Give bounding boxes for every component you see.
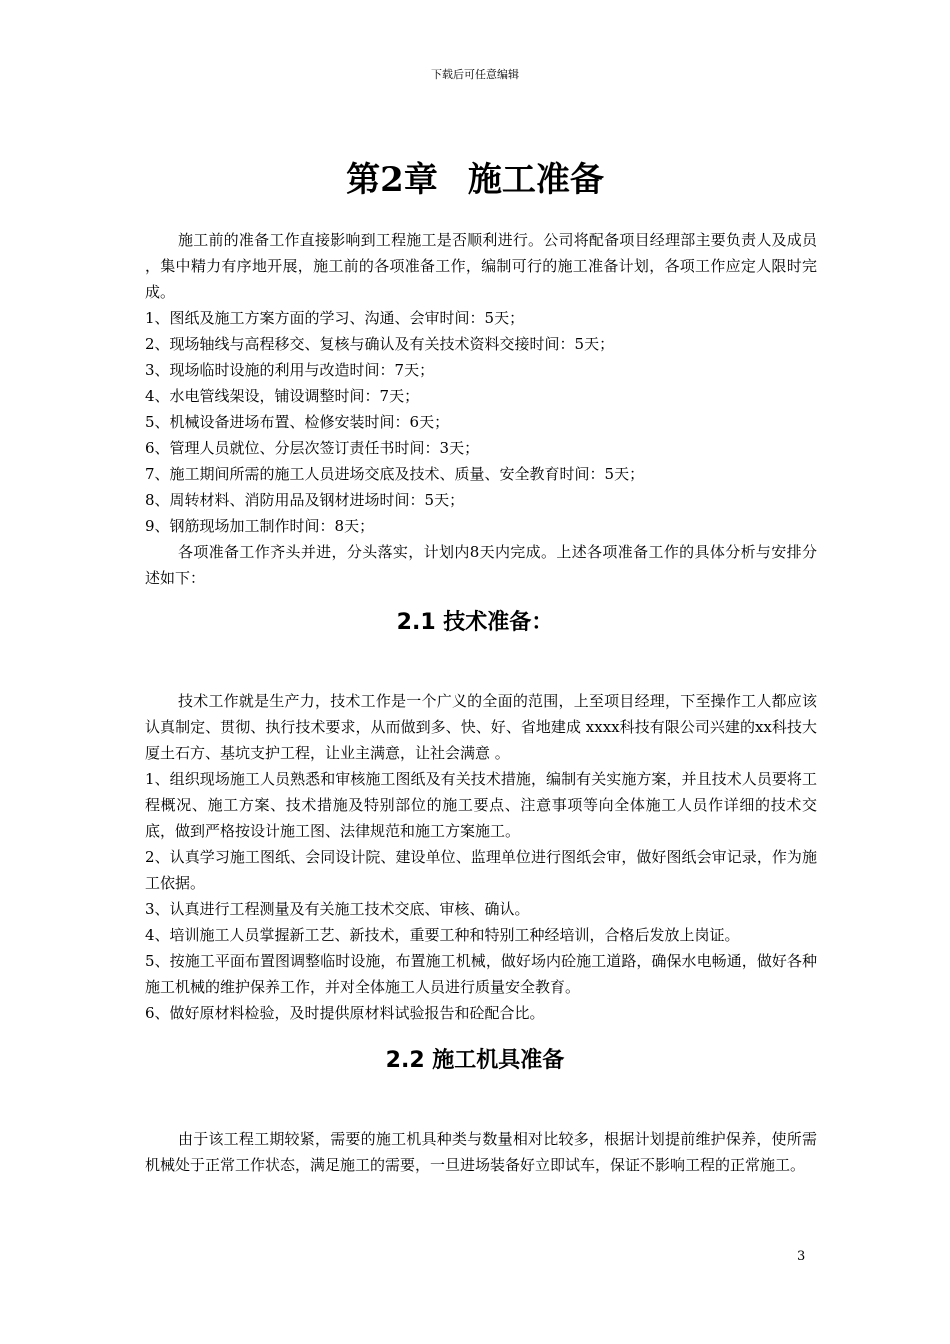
section1-item-2: 2、认真学习施工图纸、会同设计院、建设单位、监理单位进行图纸会审，做好图纸会审记录，作为施工依据。: [145, 848, 817, 892]
schedule-item-8: 8、周转材料、消防用品及钢材进场时间：5天；: [145, 491, 465, 509]
section1-intro: 技术工作就是生产力，技术工作是一个广义的全面的范围，上至项目经理，下至操作工人都应该认真制定、贯彻、执行技术要求，从而做到多、快、好、省地建成 xxxx科技有限公司兴建的xx科技大厦土石方、基坑支护工程，让业主满意，让社会满意 。: [145, 692, 817, 762]
schedule-item-5: 5、机械设备进场布置、检修安装时间：6天；: [145, 413, 450, 431]
chapter-name: 施工准备: [467, 160, 604, 200]
schedule-item-7: 7、施工期间所需的施工人员进场交底及技术、质量、安全教育时间：5天；: [145, 465, 645, 483]
chapter-title: [0, 152, 950, 201]
schedule-item-1: 1、图纸及施工方案方面的学习、沟通、会审时间：5天；: [145, 309, 525, 327]
schedule-item-2: 2、现场轴线与高程移交、复核与确认及有关技术资料交接时间：5天；: [145, 335, 615, 353]
section1-item-6: 6、做好原材料检验，及时提供原材料试验报告和砼配合比。: [145, 1004, 545, 1022]
chapter-number: 第2章: [346, 160, 438, 200]
summary-paragraph: 各项准备工作齐头并进，分头落实，计划内8天内完成。上述各项准备工作的具体分析与安排分述如下：: [145, 543, 817, 587]
schedule-item-3: 3、现场临时设施的利用与改造时间：7天；: [145, 361, 435, 379]
intro-paragraph: 施工前的准备工作直接影响到工程施工是否顺利进行。公司将配备项目经理部主要负责人及成员 ，集中精力有序地开展，施工前的各项准备工作，编制可行的施工准备计划，各项工作应定人限时完成。: [145, 231, 817, 301]
schedule-item-4: 4、水电管线架设，铺设调整时间：7天；: [145, 387, 420, 405]
section-heading-2-2: 2.2 施工机具准备: [385, 1048, 565, 1073]
section1-item-3: 3、认真进行工程测量及有关施工技术交底、审核、确认。: [145, 900, 530, 918]
page-header: 下载后可任意编辑: [431, 68, 519, 81]
section1-item-1: 1、组织现场施工人员熟悉和审核施工图纸及有关技术措施，编制有关实施方案，并且技术人员要将工程概况、施工方案、技术措施及特别部位的施工要点、注意事项等向全体施工人员作详细的技术交底，做到严格按设计施工图、法律规范和施工方案施工。: [145, 770, 817, 840]
schedule-item-9: 9、钢筋现场加工制作时间：8天；: [145, 517, 375, 535]
section-heading-2-1: 2.1 技术准备：: [396, 610, 554, 635]
section1-item-5: 5、按施工平面布置图调整临时设施，布置施工机械，做好场内砼施工道路，确保水电畅通，做好各种施工机械的维护保养工作，并对全体施工人员进行质量安全教育。: [145, 952, 817, 996]
page-number: 3: [797, 1249, 806, 1264]
schedule-item-6: 6、管理人员就位、分层次签订责任书时间：3天；: [145, 439, 480, 457]
section1-item-4: 4、培训施工人员掌握新工艺、新技术，重要工种和特别工种经培训，合格后发放上岗证。: [145, 926, 740, 944]
section2-intro: 由于该工程工期较紧，需要的施工机具种类与数量相对比较多，根据计划提前维护保养，使所需机械处于正常工作状态，满足施工的需要，一旦进场装备好立即试车，保证不影响工程的正常施工。: [145, 1130, 817, 1174]
